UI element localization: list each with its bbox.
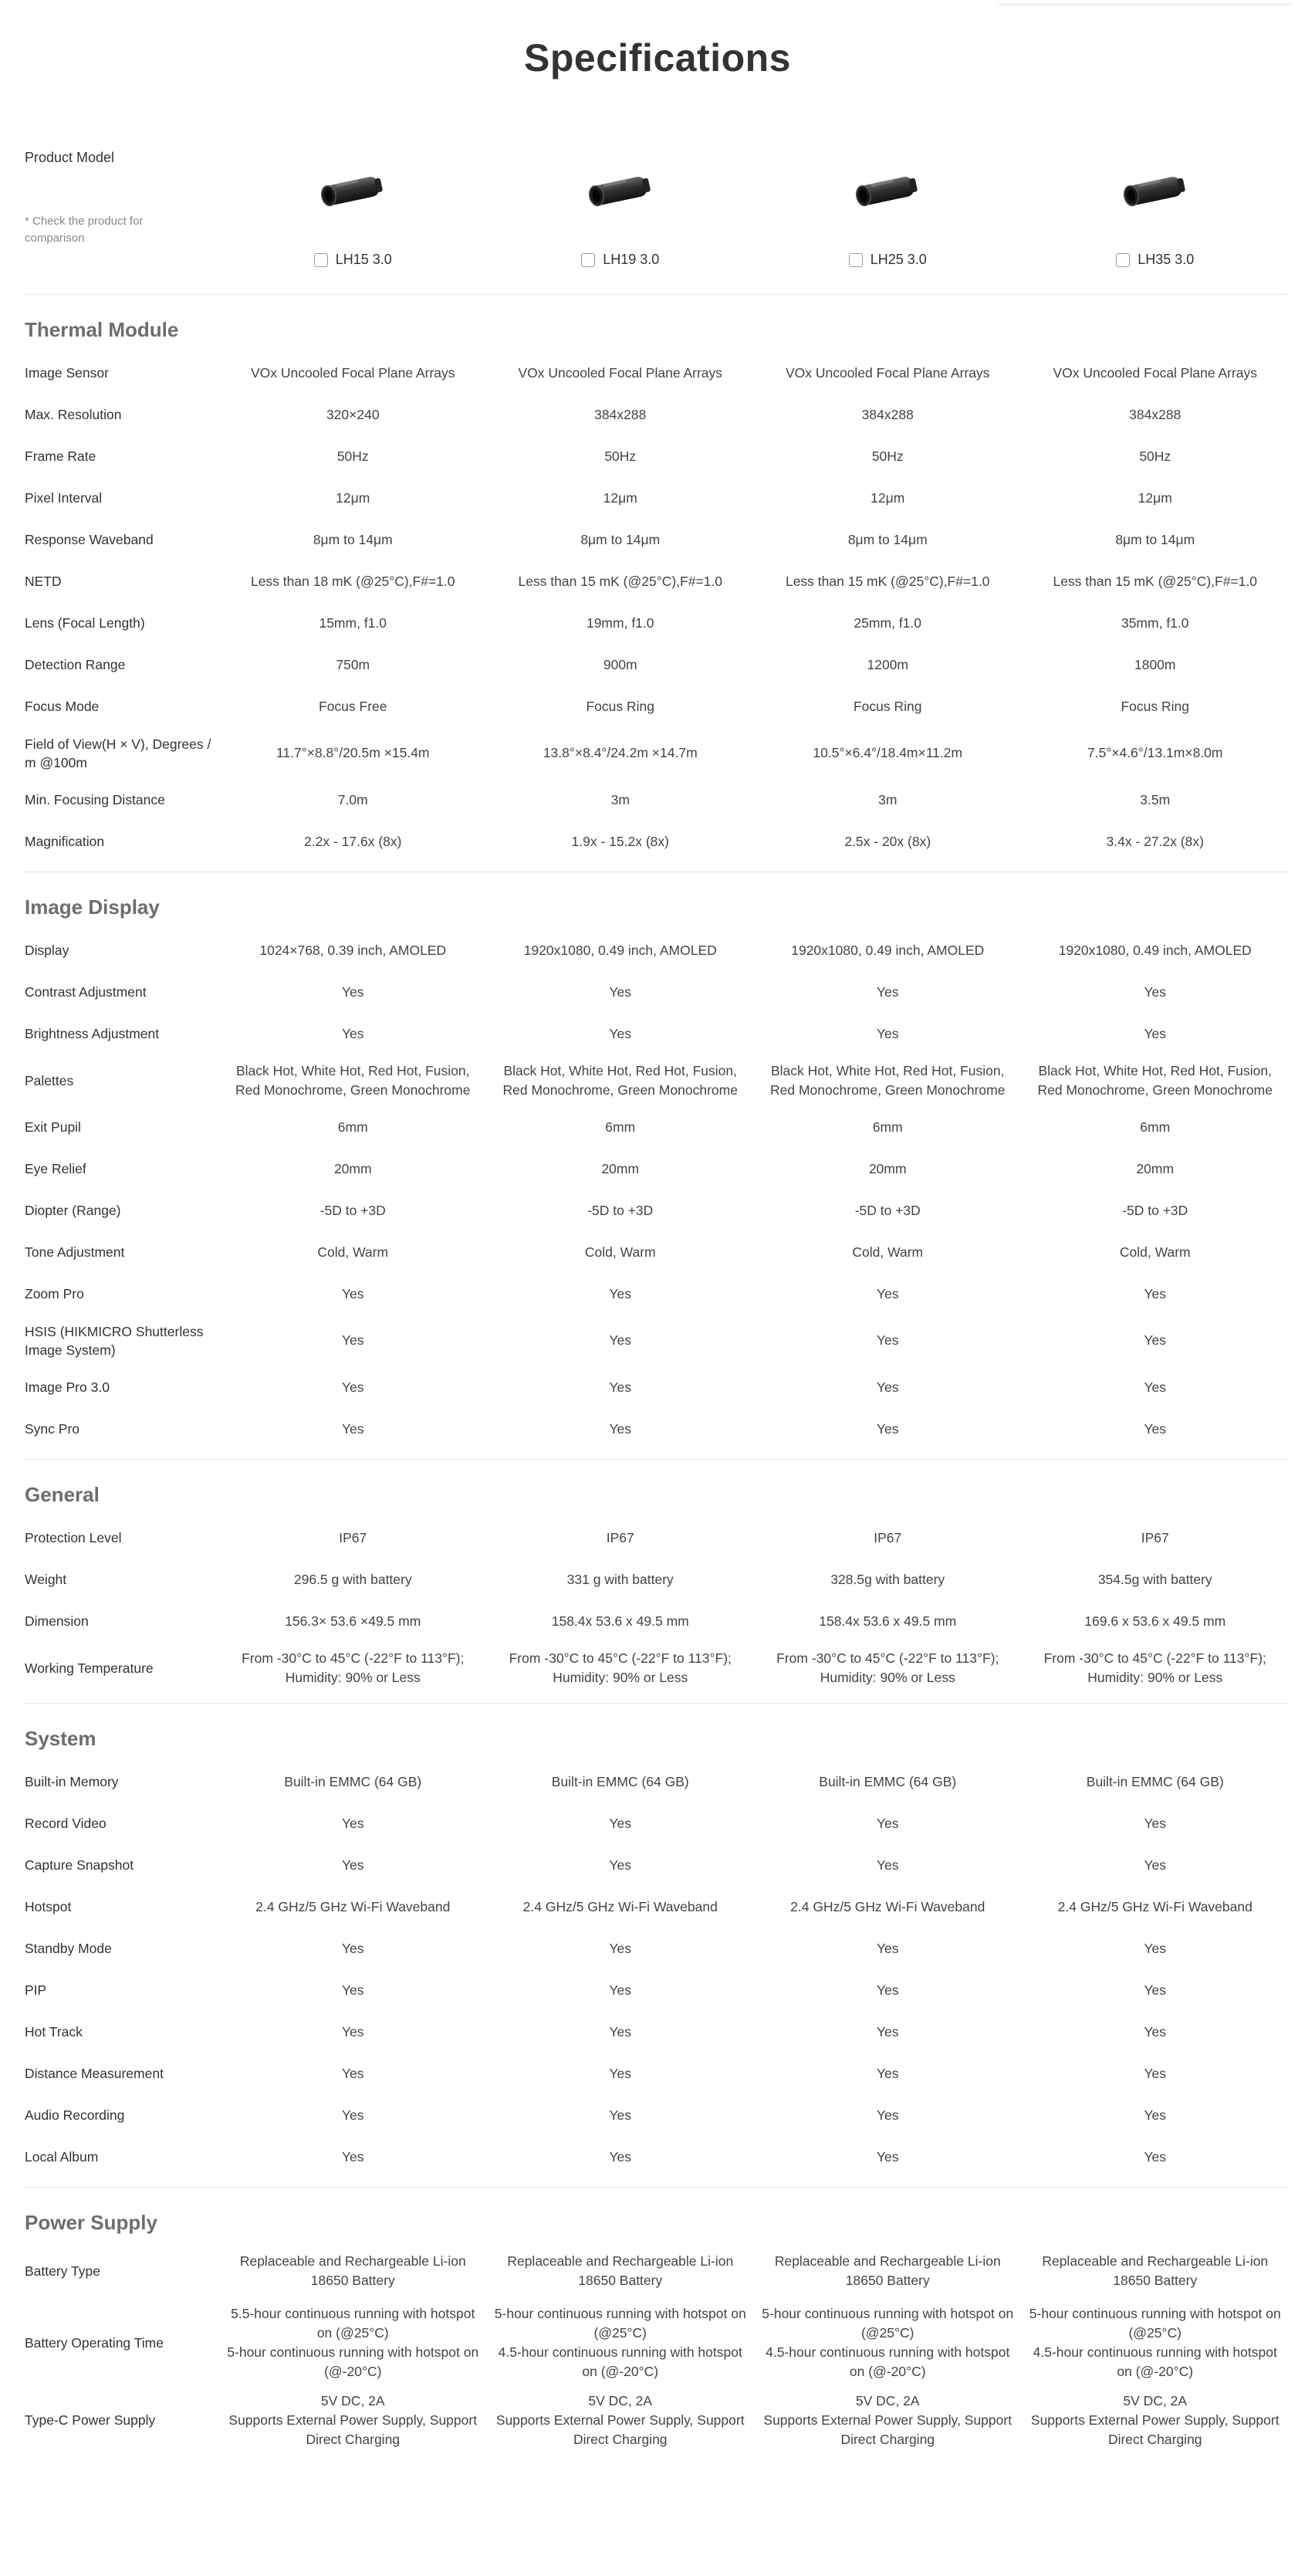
spec-value: Yes [1144, 2023, 1167, 2039]
spec-value: Yes [609, 2107, 632, 2123]
spec-value: 2.4 GHz/5 GHz Wi-Fi Waveband [1057, 1898, 1252, 1914]
spec-value: VOx Uncooled Focal Plane Arrays [518, 364, 723, 381]
spec-value: 158.4x 53.6 x 49.5 mm [819, 1613, 957, 1629]
spec-section [25, 295, 1289, 872]
spec-value: Yes [876, 1420, 899, 1437]
spec-value: Yes [1144, 1420, 1167, 1437]
compare-checkbox[interactable] [849, 253, 863, 267]
spec-value: Yes [609, 1940, 632, 1956]
compare-option[interactable] [219, 252, 487, 268]
spec-value: 20mm [601, 1160, 640, 1176]
spec-value: Yes [609, 1025, 632, 1041]
spec-value: Built-in EMMC (64 GB) [551, 1773, 689, 1789]
spec-value: Yes [609, 1379, 632, 1395]
spec-label: Distance Measurement [25, 2066, 164, 2081]
spec-value: 2.2x - 17.6x (8x) [304, 833, 402, 849]
product-model-label: Product Model [25, 150, 115, 165]
product-name: LH15 3.0 [335, 252, 392, 267]
compare-option[interactable] [487, 252, 755, 268]
spec-value: Yes [609, 1815, 632, 1831]
spec-row [25, 2389, 1289, 2451]
spec-row [25, 1315, 1289, 1366]
spec-row [25, 1886, 1289, 1928]
spec-label: Battery Type [25, 2263, 100, 2279]
spec-value: Focus Ring [586, 698, 654, 714]
spec-label: Lens (Focal Length) [25, 615, 145, 631]
spec-value: 2.4 GHz/5 GHz Wi-Fi Waveband [255, 1898, 451, 1914]
spec-value: Yes [876, 2023, 899, 2039]
spec-value: Yes [609, 1857, 632, 1873]
spec-value: Yes [341, 1285, 364, 1302]
spec-value: IP67 [874, 1529, 902, 1545]
spec-value: Yes [609, 1285, 632, 1302]
spec-value: Replaceable and Rechargeable Li-ion 18650 Battery [774, 2253, 1001, 2288]
spec-value: Built-in EMMC (64 GB) [819, 1773, 957, 1789]
spec-label: Max. Resolution [25, 407, 122, 422]
spec-label: Focus Mode [25, 699, 100, 714]
spec-row [25, 1148, 1289, 1190]
spec-value: 2.5x - 20x (8x) [844, 833, 931, 849]
spec-row [25, 1517, 1289, 1559]
spec-value: 1800m [1134, 656, 1176, 672]
spec-row [25, 1013, 1289, 1054]
section-title: Image Display [25, 895, 160, 919]
spec-row [25, 1408, 1289, 1450]
spec-value: 50Hz [604, 448, 637, 464]
spec-value: Yes [341, 1982, 364, 1998]
spec-value: Yes [609, 1420, 632, 1437]
spec-value: Yes [876, 2065, 899, 2081]
spec-value: Yes [341, 1332, 364, 1348]
spec-row [25, 929, 1289, 971]
spec-label: Hotspot [25, 1899, 72, 1914]
spec-label: Response Waveband [25, 532, 154, 547]
spec-label: Tone Adjustment [25, 1244, 125, 1260]
thermal-monocular-icon [582, 167, 659, 213]
spec-value: 8μm to 14μm [580, 531, 661, 547]
spec-value: Yes [1144, 1815, 1167, 1831]
spec-value: Focus Ring [1121, 698, 1189, 714]
spec-value: 50Hz [1139, 448, 1171, 464]
spec-value: Yes [609, 2148, 632, 2165]
spec-value: 12μm [603, 489, 637, 506]
spec-row [25, 1928, 1289, 1969]
spec-value: -5D to +3D [587, 1202, 654, 1218]
spec-value: Yes [876, 983, 899, 1000]
spec-value: -5D to +3D [319, 1202, 386, 1218]
spec-row [25, 560, 1289, 602]
spec-row [25, 644, 1289, 685]
spec-value: Cold, Warm [317, 1244, 389, 1260]
spec-value: 384x288 [1129, 406, 1181, 422]
spec-label: Eye Relief [25, 1161, 86, 1176]
spec-value: -5D to +3D [1122, 1202, 1188, 1218]
spec-row [25, 971, 1289, 1013]
spec-value: Yes [341, 2107, 364, 2123]
section-title: System [25, 1727, 96, 1750]
spec-label: Record Video [25, 1816, 106, 1831]
spec-value: From -30°C to 45°C (-22°F to 113°F); Humidity: 90% or Less [242, 1650, 465, 1685]
spec-value: 20mm [1136, 1160, 1175, 1176]
spec-row [25, 2245, 1289, 2297]
spec-label: Battery Operating Time [25, 2335, 164, 2351]
spec-value: 1.9x - 15.2x (8x) [571, 833, 669, 849]
spec-row [25, 1190, 1289, 1231]
spec-value: Less than 15 mK (@25°C),F#=1.0 [785, 573, 990, 589]
spec-row [25, 2011, 1289, 2053]
spec-label: Dimension [25, 1613, 89, 1629]
spec-value: 3m [878, 791, 898, 807]
spec-label: Pixel Interval [25, 490, 103, 506]
spec-row [25, 821, 1289, 862]
spec-value: 5-hour continuous running with hotspot on (@25°C) 4.5-hour continuous running with hotspot on (@-20°C) [762, 2306, 1014, 2379]
spec-label: Type-C Power Supply [25, 2412, 156, 2428]
spec-value: Yes [876, 1982, 899, 1998]
spec-value: Yes [609, 2023, 632, 2039]
spec-value: From -30°C to 45°C (-22°F to 113°F); Humidity: 90% or Less [1043, 1650, 1266, 1685]
spec-label: Exit Pupil [25, 1119, 81, 1135]
spec-value: 12μm [870, 489, 905, 506]
spec-value: 3.5m [1140, 791, 1171, 807]
spec-value: Yes [876, 1940, 899, 1956]
spec-label: Hot Track [25, 2024, 83, 2039]
spec-label: NETD [25, 574, 62, 589]
section-title: Power Supply [25, 2211, 157, 2234]
spec-row [25, 1844, 1289, 1886]
compare-checkbox[interactable] [1116, 253, 1130, 267]
spec-value: 1920x1080, 0.49 inch, AMOLED [791, 942, 985, 958]
spec-label: Brightness Adjustment [25, 1026, 160, 1041]
spec-value: 331 g with battery [566, 1571, 674, 1587]
spec-value: Built-in EMMC (64 GB) [1086, 1773, 1224, 1789]
spec-value: Replaceable and Rechargeable Li-ion 18650 Battery [507, 2253, 734, 2288]
spec-row [25, 352, 1289, 394]
spec-value: Yes [341, 983, 364, 1000]
spec-row [25, 1600, 1289, 1642]
spec-value: 296.5 g with battery [293, 1571, 412, 1587]
spec-label: Local Album [25, 2149, 99, 2165]
spec-value: Yes [876, 1285, 899, 1302]
spec-value: IP67 [339, 1529, 367, 1545]
spec-value: 11.7°×8.8°/20.5m ×15.4m [276, 745, 430, 760]
spec-value: 900m [603, 656, 637, 672]
spec-value: 5-hour continuous running with hotspot on (@25°C) 4.5-hour continuous running with hotspot on (@-20°C) [1029, 2306, 1281, 2379]
spec-value: 3m [610, 791, 630, 807]
spec-value: Yes [609, 1982, 632, 1998]
spec-value: 3.4x - 27.2x (8x) [1106, 833, 1204, 849]
spec-value: Yes [1144, 1332, 1167, 1348]
spec-value: 7.5°×4.6°/13.1m×8.0m [1087, 745, 1223, 760]
spec-value: 15mm, f1.0 [319, 614, 387, 631]
spec-row [25, 477, 1289, 519]
page-title: Specifications [524, 36, 791, 80]
comparison-note: * Check the product for comparison [25, 215, 144, 245]
spec-table [25, 131, 1289, 2460]
spec-row [25, 1106, 1289, 1148]
spec-value: 5.5-hour continuous running with hotspot on (@25°C) 5-hour continuous running with hotspot on (@-20°C) [227, 2306, 479, 2379]
spec-value: 2.4 GHz/5 GHz Wi-Fi Waveband [790, 1898, 985, 1914]
spec-value: 6mm [337, 1119, 368, 1135]
spec-row [25, 1054, 1289, 1106]
spec-value: From -30°C to 45°C (-22°F to 113°F); Humidity: 90% or Less [776, 1650, 999, 1685]
spec-label: Audio Recording [25, 2107, 125, 2123]
spec-row [25, 1803, 1289, 1844]
thermal-monocular-icon [1117, 167, 1194, 213]
spec-value: 5-hour continuous running with hotspot on (@25°C) 4.5-hour continuous running with hotspot on (@-20°C) [494, 2306, 746, 2379]
top-dropdown-shadow [999, 0, 1292, 3]
spec-value: 1920x1080, 0.49 inch, AMOLED [1058, 942, 1252, 958]
spec-row [25, 1366, 1289, 1408]
product-column [219, 131, 487, 294]
spec-label: Min. Focusing Distance [25, 792, 165, 807]
spec-value: Focus Ring [853, 698, 922, 714]
spec-value: 50Hz [336, 448, 369, 464]
spec-value: 50Hz [871, 448, 904, 464]
spec-value: Yes [1144, 983, 1167, 1000]
spec-row [25, 1642, 1289, 1694]
spec-value: 1920x1080, 0.49 inch, AMOLED [523, 942, 717, 958]
spec-section [25, 2188, 1289, 2460]
spec-value: 5V DC, 2A Supports External Power Supply, Support Direct Charging [763, 2392, 1012, 2447]
spec-row [25, 394, 1289, 435]
spec-value: 5V DC, 2A Supports External Power Supply, Support Direct Charging [1030, 2392, 1280, 2447]
spec-value: 25mm, f1.0 [854, 614, 922, 631]
spec-value: Less than 15 mK (@25°C),F#=1.0 [518, 573, 723, 589]
product-name: LH19 3.0 [603, 252, 660, 267]
spec-value: Black Hot, White Hot, Red Hot, Fusion, Red Monochrome, Green Monochrome [235, 1062, 471, 1098]
spec-value: 10.5°×6.4°/18.4m×11.2m [813, 745, 963, 760]
spec-label: HSIS (HIKMICRO Shutterless Image System) [25, 1323, 204, 1358]
spec-value: Yes [341, 1857, 364, 1873]
spec-section [25, 872, 1289, 1460]
spec-value: 7.0m [337, 791, 368, 807]
product-model-row [25, 131, 1289, 295]
spec-label: Zoom Pro [25, 1286, 84, 1302]
spec-value: 12μm [336, 489, 370, 506]
spec-value: Cold, Warm [852, 1244, 924, 1260]
spec-value: 158.4x 53.6 x 49.5 mm [551, 1613, 689, 1629]
spec-value: 5V DC, 2A Supports External Power Supply, Support Direct Charging [495, 2392, 745, 2447]
spec-value: IP67 [606, 1529, 634, 1545]
spec-row [25, 779, 1289, 821]
spec-row [25, 2136, 1289, 2178]
spec-value: Yes [1144, 1857, 1167, 1873]
spec-value: 1200m [867, 656, 908, 672]
spec-row [25, 602, 1289, 644]
spec-value: VOx Uncooled Focal Plane Arrays [250, 364, 455, 381]
spec-label: Magnification [25, 834, 105, 849]
spec-value: Black Hot, White Hot, Red Hot, Fusion, Red Monochrome, Green Monochrome [770, 1062, 1006, 1098]
spec-value: 156.3× 53.6 ×49.5 mm [285, 1613, 421, 1629]
product-name: LH25 3.0 [870, 252, 927, 267]
spec-row [25, 519, 1289, 560]
spec-row [25, 727, 1289, 779]
spec-value: 384x288 [861, 406, 914, 422]
spec-value: Yes [609, 2065, 632, 2081]
spec-row [25, 2094, 1289, 2136]
spec-value: 6mm [1140, 1119, 1171, 1135]
spec-value: 354.5g with battery [1097, 1571, 1212, 1587]
spec-row [25, 1273, 1289, 1315]
product-column [487, 131, 755, 294]
product-column [754, 131, 1022, 294]
spec-value: Black Hot, White Hot, Red Hot, Fusion, Red Monochrome, Green Monochrome [502, 1062, 738, 1098]
compare-option[interactable] [754, 252, 1022, 268]
spec-row [25, 1559, 1289, 1600]
spec-value: Yes [1144, 2148, 1167, 2165]
spec-value: 328.5g with battery [830, 1571, 945, 1587]
spec-label: Diopter (Range) [25, 1203, 121, 1218]
spec-value: Yes [341, 1815, 364, 1831]
spec-label: Palettes [25, 1072, 74, 1088]
spec-value: 20mm [333, 1160, 372, 1176]
spec-value: Yes [1144, 1940, 1167, 1956]
spec-section [25, 1704, 1289, 2188]
spec-label: Contrast Adjustment [25, 984, 147, 1000]
spec-value: Replaceable and Rechargeable Li-ion 18650 Battery [239, 2253, 466, 2288]
spec-value: 13.8°×8.4°/24.2m ×14.7m [543, 745, 698, 760]
spec-value: VOx Uncooled Focal Plane Arrays [1053, 364, 1258, 381]
spec-value: Yes [876, 1379, 899, 1395]
spec-value: 2.4 GHz/5 GHz Wi-Fi Waveband [522, 1898, 718, 1914]
spec-value: 19mm, f1.0 [586, 614, 654, 631]
spec-section [25, 1460, 1289, 1704]
spec-value: Focus Free [319, 698, 387, 714]
spec-row [25, 2053, 1289, 2094]
spec-value: Yes [1144, 2065, 1167, 2081]
spec-value: Yes [341, 2065, 364, 2081]
spec-value: Yes [876, 1857, 899, 1873]
spec-value: Yes [876, 2148, 899, 2165]
spec-value: Yes [876, 1815, 899, 1831]
spec-value: 12μm [1138, 489, 1172, 506]
spec-label: Weight [25, 1572, 67, 1587]
spec-value: Yes [1144, 1285, 1167, 1302]
compare-option[interactable] [1022, 252, 1290, 268]
spec-value: 1024×768, 0.39 inch, AMOLED [259, 942, 447, 958]
spec-value: Yes [609, 983, 632, 1000]
spec-value: Yes [876, 1025, 899, 1041]
thermal-monocular-icon [314, 167, 391, 213]
spec-value: 6mm [872, 1119, 903, 1135]
thermal-monocular-icon [849, 167, 926, 213]
spec-label: Display [25, 943, 69, 958]
spec-row [25, 685, 1289, 727]
spec-label: Standby Mode [25, 1941, 112, 1956]
spec-value: Yes [876, 2107, 899, 2123]
spec-value: Black Hot, White Hot, Red Hot, Fusion, Red Monochrome, Green Monochrome [1037, 1062, 1273, 1098]
spec-label: Field of View(H × V), Degrees / m @100m [25, 736, 211, 770]
spec-label: Sync Pro [25, 1421, 79, 1437]
spec-value: Yes [341, 1420, 364, 1437]
spec-row [25, 435, 1289, 477]
spec-row [25, 1761, 1289, 1803]
spec-value: Yes [1144, 1982, 1167, 1998]
spec-label: Built-in Memory [25, 1774, 119, 1789]
section-title: General [25, 1483, 100, 1506]
spec-value: Cold, Warm [1119, 1244, 1191, 1260]
spec-value: Yes [609, 1332, 632, 1348]
spec-label: Image Sensor [25, 365, 109, 381]
spec-value: 169.6 x 53.6 x 49.5 mm [1084, 1613, 1226, 1629]
spec-value: From -30°C to 45°C (-22°F to 113°F); Humidity: 90% or Less [509, 1650, 732, 1685]
spec-value: Yes [1144, 1025, 1167, 1041]
spec-row [25, 1969, 1289, 2011]
compare-checkbox[interactable] [581, 253, 595, 267]
spec-value: Replaceable and Rechargeable Li-ion 18650 Battery [1042, 2253, 1269, 2288]
spec-value: 35mm, f1.0 [1121, 614, 1189, 631]
spec-value: VOx Uncooled Focal Plane Arrays [785, 364, 990, 381]
spec-value: 8μm to 14μm [847, 531, 928, 547]
spec-value: Yes [876, 1332, 899, 1348]
spec-value: 6mm [605, 1119, 636, 1135]
product-name: LH35 3.0 [1138, 252, 1195, 267]
spec-value: Built-in EMMC (64 GB) [284, 1773, 422, 1789]
spec-label: Detection Range [25, 657, 126, 672]
spec-label: Image Pro 3.0 [25, 1379, 110, 1395]
spec-value: 320×240 [326, 406, 380, 422]
spec-value: Less than 18 mK (@25°C),F#=1.0 [250, 573, 455, 589]
spec-row [25, 2297, 1289, 2389]
spec-value: Yes [1144, 1379, 1167, 1395]
spec-value: Yes [341, 1025, 364, 1041]
spec-value: 384x288 [594, 406, 647, 422]
spec-value: 8μm to 14μm [1115, 531, 1195, 547]
spec-value: 8μm to 14μm [313, 531, 393, 547]
spec-value: 20mm [868, 1160, 907, 1176]
spec-label: Working Temperature [25, 1660, 154, 1676]
spec-label: Protection Level [25, 1530, 122, 1545]
spec-value: Cold, Warm [584, 1244, 656, 1260]
spec-label: Capture Snapshot [25, 1857, 134, 1873]
spec-value: Yes [1144, 2107, 1167, 2123]
spec-value: Yes [341, 1940, 364, 1956]
spec-value: IP67 [1141, 1529, 1169, 1545]
spec-value: 5V DC, 2A Supports External Power Supply, Support Direct Charging [228, 2392, 478, 2447]
product-column [1022, 131, 1290, 294]
spec-value: Yes [341, 2148, 364, 2165]
spec-value: 750m [336, 656, 370, 672]
spec-value: Yes [341, 1379, 364, 1395]
section-title: Thermal Module [25, 318, 179, 341]
spec-value: -5D to +3D [854, 1202, 921, 1218]
spec-row [25, 1231, 1289, 1273]
compare-checkbox[interactable] [314, 253, 328, 267]
spec-label: Frame Rate [25, 449, 96, 464]
spec-value: Less than 15 mK (@25°C),F#=1.0 [1053, 573, 1258, 589]
spec-value: Yes [341, 2023, 364, 2039]
spec-label: PIP [25, 1982, 47, 1998]
